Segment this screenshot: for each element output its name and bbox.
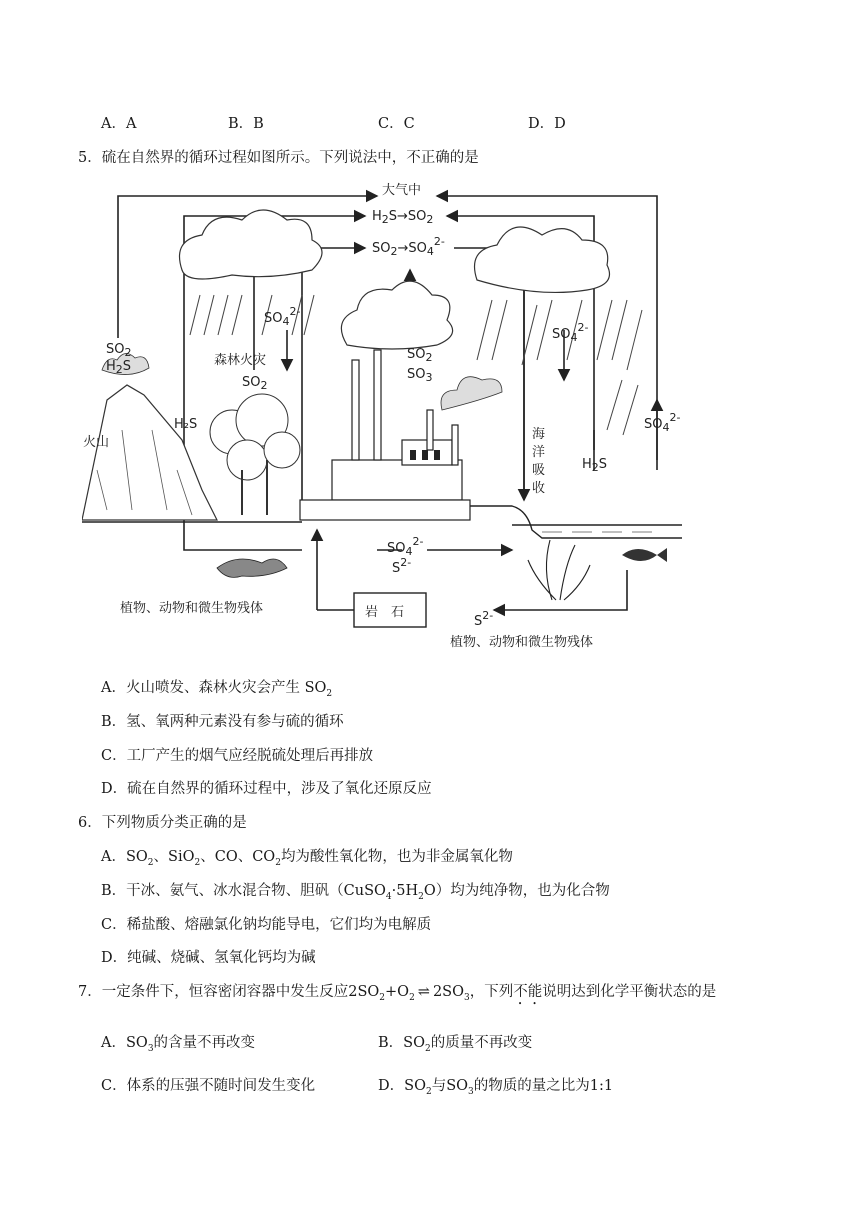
q7-emphasis: 不能 [513, 984, 543, 1000]
label-cloud-so4-left: $SO_4^{2-}$ [264, 305, 301, 328]
label-h2s-left: H₂S [174, 417, 198, 432]
label-ground-so4: $SO_4^{2-}$ [387, 535, 424, 558]
label-volcano-h2s: $H_2S$ [106, 359, 132, 376]
q5-option-b: B．氢、氧两种元素没有参与硫的循环 [101, 714, 344, 730]
q6-option-d: D．纯碱、烧碱、氢氧化钙均为碱 [101, 950, 316, 966]
label-ocean-2: 洋 [532, 445, 546, 460]
label-rock: 岩 石 [365, 605, 405, 620]
label-so2-to-so4: $SO_2\to SO_4^{2-}$ [372, 235, 445, 258]
label-forest-so2: $SO_2$ [242, 375, 268, 392]
label-h2s-to-so2: $H_2S\to SO_2$ [372, 209, 434, 226]
label-h2s-right: $H_2S$ [582, 457, 608, 474]
q5-stem: 5．硫在自然界的循环过程如图所示。下列说法中，不正确的是 [78, 150, 479, 166]
q7-option-a: A．$SO_3$的含量不再改变 [101, 1035, 256, 1054]
q6-option-c: C．稀盐酸、熔融氯化钠均能导电，它们均为电解质 [101, 917, 432, 933]
q5-option-d: D．硫在自然界的循环过程中，涉及了氧化还原反应 [101, 781, 432, 797]
q7-equation: $2SO_2+O_2$ ⇌ $2SO_3$ [348, 984, 470, 1003]
label-cloud-so4-right: $SO_4^{2-}$ [552, 321, 589, 344]
q5-option-c: C．工厂产生的烟气应经脱硫处理后再排放 [101, 748, 374, 764]
label-forest-fire: 森林火灾 [214, 353, 267, 368]
q7-option-c: C．体系的压强不随时间发生变化 [101, 1078, 316, 1094]
q4-option-d: D．D [528, 116, 566, 132]
q7-stem: 7．一定条件下，恒容密闭容器中发生反应$2SO_2+O_2$ ⇌ $2SO_3$，下列不能说明达到化学平衡状态的是 [78, 984, 717, 1003]
label-rock-s: $S^{2-}$ [474, 609, 494, 629]
label-factory-so2: $SO_2$ [407, 347, 433, 364]
sulfur-cycle-diagram [82, 170, 682, 660]
label-factory-so3: $SO_3$ [407, 367, 433, 384]
label-volcano: 火山 [83, 435, 110, 450]
label-remains-right: 植物、动物和微生物残体 [450, 635, 594, 650]
label-ocean-3: 吸 [532, 463, 546, 478]
label-ocean-1: 海 [532, 427, 546, 442]
label-volcano-so2: $SO_2$ [106, 342, 132, 359]
q5-option-a: A．火山喷发、森林火灾会产生 $SO_2$ [101, 680, 333, 699]
q6-stem: 6．下列物质分类正确的是 [78, 815, 247, 831]
q4-option-a: A．A [101, 116, 137, 132]
label-ocean-4: 收 [532, 481, 546, 496]
q4-option-c: C．C [378, 116, 415, 132]
q7-option-d: D．$SO_2$与$SO_3$的物质的量之比为1:1 [378, 1078, 614, 1097]
label-remains-left: 植物、动物和微生物残体 [120, 601, 264, 616]
label-atmosphere: 大气中 [382, 183, 422, 198]
q7-option-b: B．$SO_2$的质量不再改变 [378, 1035, 533, 1054]
label-ground-s: $S^{2-}$ [392, 556, 412, 576]
q6-option-a: A．$SO_2$、SiO$_2$、CO、$CO_2$均为酸性氧化物，也为非金属氧化物 [101, 849, 513, 868]
q4-option-b: B．B [228, 116, 264, 132]
label-right-so4: $SO_4^{2-}$ [644, 411, 681, 434]
q6-option-b: B．干冰、氨气、冰水混合物、胆矾$(CuSO_4\cdot 5H_2O)$均为纯净物，也为化合物 [101, 883, 610, 902]
